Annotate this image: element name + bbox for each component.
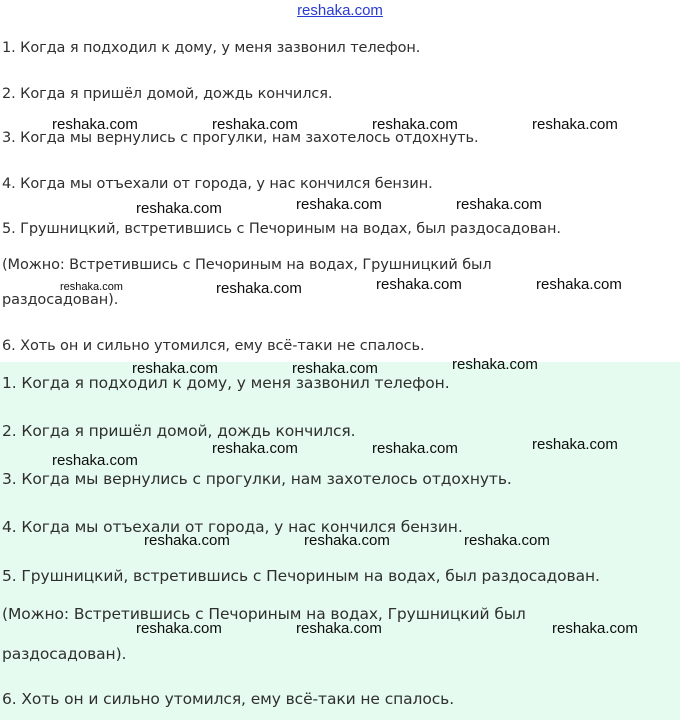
watermark: reshaka.com: [552, 620, 638, 637]
answer-line-1: 1. Когда я подходил к дому, у меня зазвонил телефон.: [2, 40, 421, 56]
watermark: reshaka.com: [532, 436, 618, 453]
answer-line-1: 1. Когда я подходил к дому, у меня зазвонил телефон.: [2, 374, 450, 392]
answer-line-4: 4. Когда мы отъехали от города, у нас кончился бензин.: [2, 518, 463, 536]
watermark: reshaka.com: [304, 532, 390, 549]
watermark: reshaka.com: [296, 196, 382, 213]
answer-line-4: 4. Когда мы отъехали от города, у нас кончился бензин.: [2, 176, 433, 192]
watermark: reshaka.com: [464, 532, 550, 549]
watermark: reshaka.com: [456, 196, 542, 213]
watermark: reshaka.com: [52, 116, 138, 133]
watermark: reshaka.com: [52, 452, 138, 469]
watermark: reshaka.com: [372, 440, 458, 457]
answer-line-3: 3. Когда мы вернулись с прогулки, нам захотелось отдохнуть.: [2, 130, 479, 146]
site-header-link[interactable]: reshaka.com: [297, 2, 383, 19]
watermark: reshaka.com: [132, 360, 218, 377]
watermark: reshaka.com: [372, 116, 458, 133]
answer-line-5-alt: (Можно: Встретившись с Печориным на водах, Грушницкий был: [2, 605, 526, 623]
watermark: reshaka.com: [212, 440, 298, 457]
answer-line-5-alt-cont: раздосадован).: [2, 292, 119, 308]
watermark: reshaka.com: [296, 620, 382, 637]
watermark: reshaka.com: [144, 532, 230, 549]
watermark: reshaka.com: [60, 281, 123, 293]
watermark: reshaka.com: [136, 620, 222, 637]
watermark: reshaka.com: [292, 360, 378, 377]
watermark: reshaka.com: [376, 276, 462, 293]
answer-line-2: 2. Когда я пришёл домой, дождь кончился.: [2, 422, 356, 440]
watermark: reshaka.com: [136, 200, 222, 217]
watermark: reshaka.com: [216, 280, 302, 297]
watermark: reshaka.com: [536, 276, 622, 293]
answer-line-5-alt-cont: раздосадован).: [2, 645, 127, 663]
watermark: reshaka.com: [532, 116, 618, 133]
answer-line-2: 2. Когда я пришёл домой, дождь кончился.: [2, 86, 333, 102]
answer-line-6: 6. Хоть он и сильно утомился, ему всё-таки не спалось.: [2, 690, 455, 708]
answer-line-5: 5. Грушницкий, встретившись с Печориным на водах, был раздосадован.: [2, 221, 561, 237]
answer-line-5: 5. Грушницкий, встретившись с Печориным на водах, был раздосадован.: [2, 567, 600, 585]
watermark: reshaka.com: [212, 116, 298, 133]
watermark: reshaka.com: [452, 356, 538, 373]
answer-line-3: 3. Когда мы вернулись с прогулки, нам захотелось отдохнуть.: [2, 470, 512, 488]
answer-line-6: 6. Хоть он и сильно утомился, ему всё-таки не спалось.: [2, 338, 425, 354]
answer-line-5-alt: (Можно: Встретившись с Печориным на водах, Грушницкий был: [2, 257, 492, 273]
